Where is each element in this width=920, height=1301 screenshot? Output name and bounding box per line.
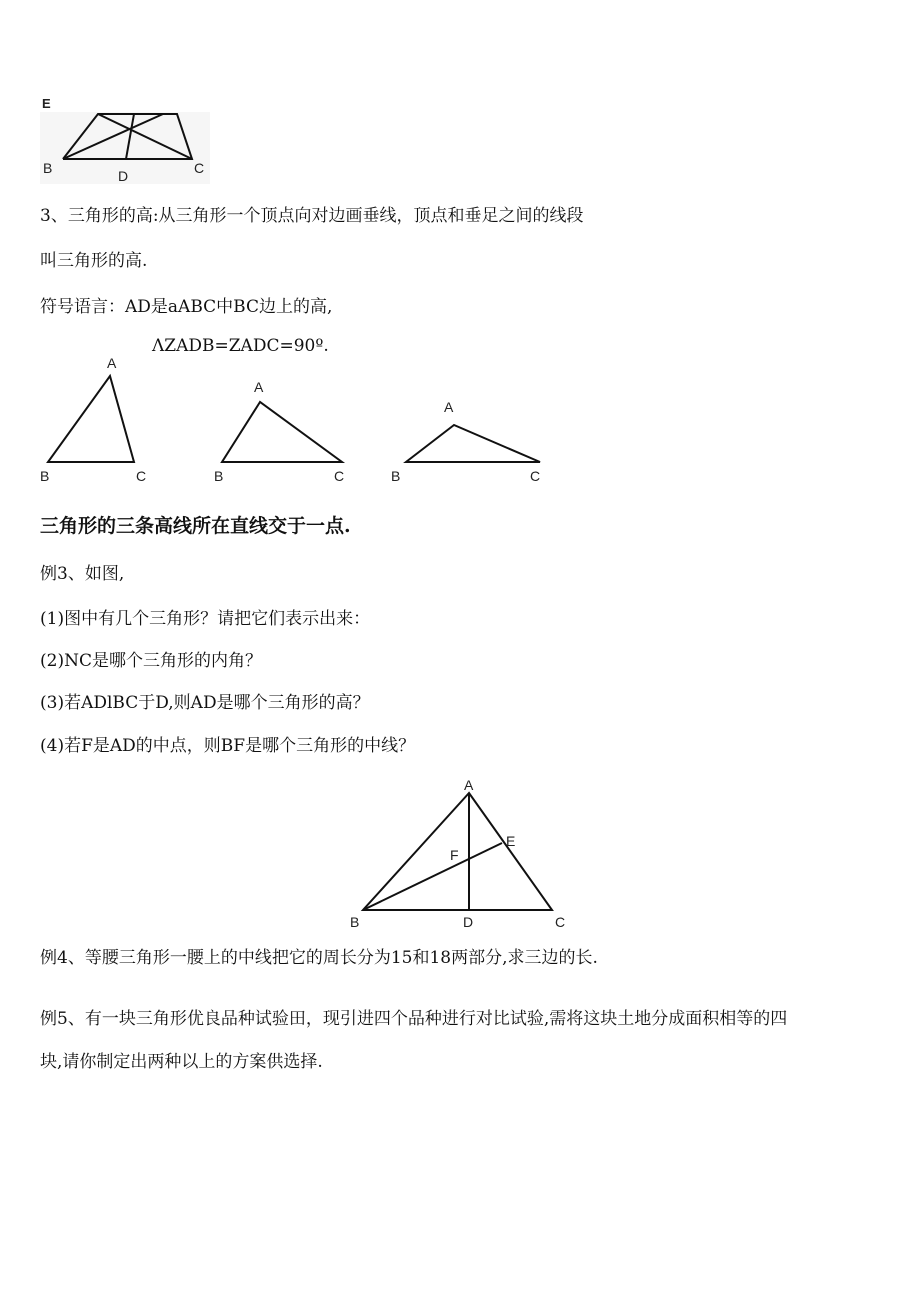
- example3-question1: (1)图中有几个三角形？请把它们表示出来：: [40, 609, 371, 629]
- triangle-acute: [48, 376, 134, 462]
- triangle2-label-a: A: [254, 379, 264, 395]
- triangle1-label-c: C: [136, 468, 147, 484]
- example3-title: 例3、如图,: [40, 564, 125, 584]
- label-d: D: [118, 168, 129, 184]
- fig3-label-c: C: [555, 914, 566, 930]
- fig3-label-f: F: [450, 847, 459, 863]
- label-e: E: [42, 96, 51, 111]
- triangle2-label-b: B: [214, 468, 224, 484]
- example4: 例4、等腰三角形一腰上的中线把它的周长分为15和18两部分,求三边的长.: [40, 948, 598, 968]
- triangle1-label-a: A: [107, 355, 117, 371]
- symbol-language: 符号语言：AD是aABC中BC边上的高,: [40, 297, 333, 317]
- fig3-label-e: E: [506, 833, 516, 849]
- label-b: B: [43, 160, 53, 176]
- triangle-obtuse: [406, 425, 540, 462]
- example3-question3: (3)若ADlBC于D,则AD是哪个三角形的高？: [40, 693, 370, 713]
- figure-example3-triangle: [345, 778, 575, 930]
- altitude-definition-line2: 叫三角形的高.: [40, 251, 148, 271]
- fig3-label-b: B: [350, 914, 360, 930]
- fig3-label-d: D: [463, 914, 474, 930]
- figure-triangle-medians: [36, 92, 216, 186]
- triangle3-label-a: A: [444, 399, 454, 415]
- example3-question4: (4)若F是AD的中点，则BF是哪个三角形的中线？: [40, 736, 416, 756]
- fig3-label-a: A: [464, 778, 474, 793]
- triangle1-label-b: B: [40, 468, 50, 484]
- triangle2-label-c: C: [334, 468, 345, 484]
- label-c: C: [194, 160, 205, 176]
- altitudes-conclusion: 三角形的三条高线所在直线交于一点.: [40, 515, 351, 537]
- triangle3-label-c: C: [530, 468, 541, 484]
- example3-question2: (2)NC是哪个三角形的内角？: [40, 651, 262, 671]
- triangle3-label-b: B: [391, 468, 401, 484]
- figure-three-triangles: [30, 350, 570, 490]
- example5-line1: 例5、有一块三角形优良品种试验田，现引进四个品种进行对比试验,需将这块土地分成面积相等的四: [40, 1009, 788, 1029]
- example5-line2: 块,请你制定出两种以上的方案供选择.: [40, 1052, 323, 1072]
- symbol-language-angles: ΛZADB=ZADC=90º.: [152, 336, 329, 356]
- altitude-definition-line1: 3、三角形的高:从三角形一个顶点向对边画垂线，顶点和垂足之间的线段: [40, 206, 584, 226]
- triangle-right: [222, 402, 342, 462]
